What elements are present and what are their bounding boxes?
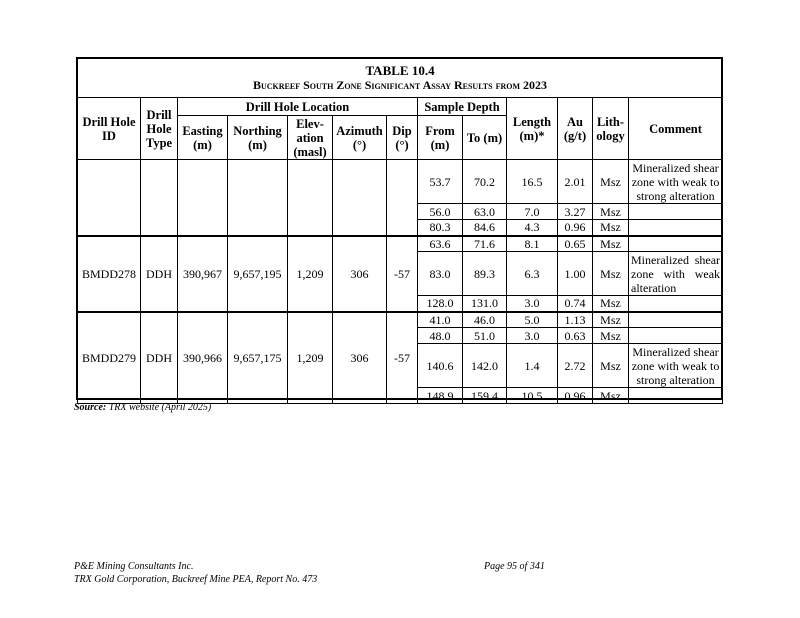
header-easting: Easting (m) (178, 116, 228, 160)
header-northing: Northing (m) (228, 116, 288, 160)
cell-lith: Msz (593, 296, 629, 312)
cell-lith: Msz (593, 328, 629, 344)
source-text: TRX website (April 2025) (108, 402, 212, 413)
cell-from: 41.0 (418, 312, 463, 328)
cell-to: 142.0 (463, 344, 507, 388)
cell-au: 0.74 (558, 296, 593, 312)
header-azimuth: Azimuth (°) (333, 116, 387, 160)
cell-comment (629, 296, 723, 312)
source-note (74, 402, 211, 413)
table-body (78, 160, 723, 404)
header-to: To (m) (463, 116, 507, 160)
cell-to: 89.3 (463, 252, 507, 296)
cell-comment: Mineralized shear zone with weak to strong alteration (629, 344, 723, 388)
cell-hole-type: DDH (141, 312, 178, 404)
cell-from: 80.3 (418, 220, 463, 236)
cell-au: 2.72 (558, 344, 593, 388)
header-from: From (m) (418, 116, 463, 160)
cell-from: 53.7 (418, 160, 463, 204)
cell-lith: Msz (593, 252, 629, 296)
cell-from: 83.0 (418, 252, 463, 296)
cell-to: 71.6 (463, 236, 507, 252)
cell-to: 131.0 (463, 296, 507, 312)
cell-from: 56.0 (418, 204, 463, 220)
cell-easting: 390,966 (178, 312, 228, 404)
cell-northing: 9,657,195 (228, 236, 288, 312)
header-hole-type: Drill Hole Type (141, 98, 178, 160)
cell-comment (629, 236, 723, 252)
cell-to: 63.0 (463, 204, 507, 220)
assay-results-table (77, 58, 723, 404)
cell-from: 63.6 (418, 236, 463, 252)
table-number: TABLE 10.4 (365, 63, 435, 78)
table-row (78, 160, 723, 204)
cell-length: 3.0 (507, 296, 558, 312)
cell-lith: Msz (593, 236, 629, 252)
cell-dip (387, 160, 418, 236)
cell-hole-type (141, 160, 178, 236)
cell-au: 2.01 (558, 160, 593, 204)
cell-lith: Msz (593, 160, 629, 204)
cell-length: 6.3 (507, 252, 558, 296)
cell-from: 48.0 (418, 328, 463, 344)
footer-left (74, 560, 317, 586)
cell-length: 7.0 (507, 204, 558, 220)
header-length: Length (m)* (507, 98, 558, 160)
source-label: Source: (74, 402, 107, 413)
cell-comment: Mineralized shear zone with weak to strong alteration (629, 160, 723, 204)
cell-lith: Msz (593, 204, 629, 220)
cell-hole-id (78, 160, 141, 236)
cell-lith: Msz (593, 344, 629, 388)
cell-lith: Msz (593, 312, 629, 328)
cell-length: 8.1 (507, 236, 558, 252)
cell-length: 10.5 (507, 388, 558, 404)
header-comment: Comment (629, 98, 723, 160)
cell-comment (629, 388, 723, 404)
header-lithology: Lith- ology (593, 98, 629, 160)
footer-report: TRX Gold Corporation, Buckreef Mine PEA, Report No. 473 (74, 574, 318, 585)
cell-to: 84.6 (463, 220, 507, 236)
table-title: Buckreef South Zone Significant Assay Results from 2023 (253, 78, 548, 92)
cell-au: 0.65 (558, 236, 593, 252)
cell-length: 5.0 (507, 312, 558, 328)
cell-elevation (288, 160, 333, 236)
cell-to: 70.2 (463, 160, 507, 204)
header-au: Au (g/t) (558, 98, 593, 160)
cell-hole-id: BMDD279 (78, 312, 141, 404)
cell-from: 140.6 (418, 344, 463, 388)
cell-from: 148.9 (418, 388, 463, 404)
cell-au: 1.13 (558, 312, 593, 328)
header-elevation: Elev- ation (masl) (288, 116, 333, 160)
cell-comment (629, 328, 723, 344)
cell-northing (228, 160, 288, 236)
cell-lith: Msz (593, 220, 629, 236)
table-row (78, 312, 723, 328)
cell-lith: Msz (593, 388, 629, 404)
cell-easting (178, 160, 228, 236)
cell-to: 51.0 (463, 328, 507, 344)
cell-azimuth (333, 160, 387, 236)
header-sample-depth: Sample Depth (418, 98, 507, 116)
header-location: Drill Hole Location (178, 98, 418, 116)
cell-easting: 390,967 (178, 236, 228, 312)
cell-length: 3.0 (507, 328, 558, 344)
cell-comment (629, 220, 723, 236)
cell-hole-type: DDH (141, 236, 178, 312)
cell-hole-id: BMDD278 (78, 236, 141, 312)
cell-azimuth: 306 (333, 236, 387, 312)
header-hole-id: Drill Hole ID (78, 98, 141, 160)
cell-au: 0.96 (558, 388, 593, 404)
cell-to: 46.0 (463, 312, 507, 328)
cell-au: 3.27 (558, 204, 593, 220)
cell-dip: -57 (387, 312, 418, 404)
cell-northing: 9,657,175 (228, 312, 288, 404)
cell-elevation: 1,209 (288, 312, 333, 404)
cell-dip: -57 (387, 236, 418, 312)
footer-company: P&E Mining Consultants Inc. (74, 561, 194, 572)
table-caption (78, 59, 723, 98)
cell-au: 0.96 (558, 220, 593, 236)
cell-length: 4.3 (507, 220, 558, 236)
cell-comment (629, 204, 723, 220)
cell-au: 1.00 (558, 252, 593, 296)
cell-length: 16.5 (507, 160, 558, 204)
header-dip: Dip (°) (387, 116, 418, 160)
footer-page: Page 95 of 341 (484, 561, 545, 572)
cell-comment: Mineralized shear zone with weak alteration (629, 252, 723, 296)
cell-au: 0.63 (558, 328, 593, 344)
cell-elevation: 1,209 (288, 236, 333, 312)
cell-length: 1.4 (507, 344, 558, 388)
cell-to: 159.4 (463, 388, 507, 404)
cell-from: 128.0 (418, 296, 463, 312)
cell-comment (629, 312, 723, 328)
table-row (78, 236, 723, 252)
cell-azimuth: 306 (333, 312, 387, 404)
